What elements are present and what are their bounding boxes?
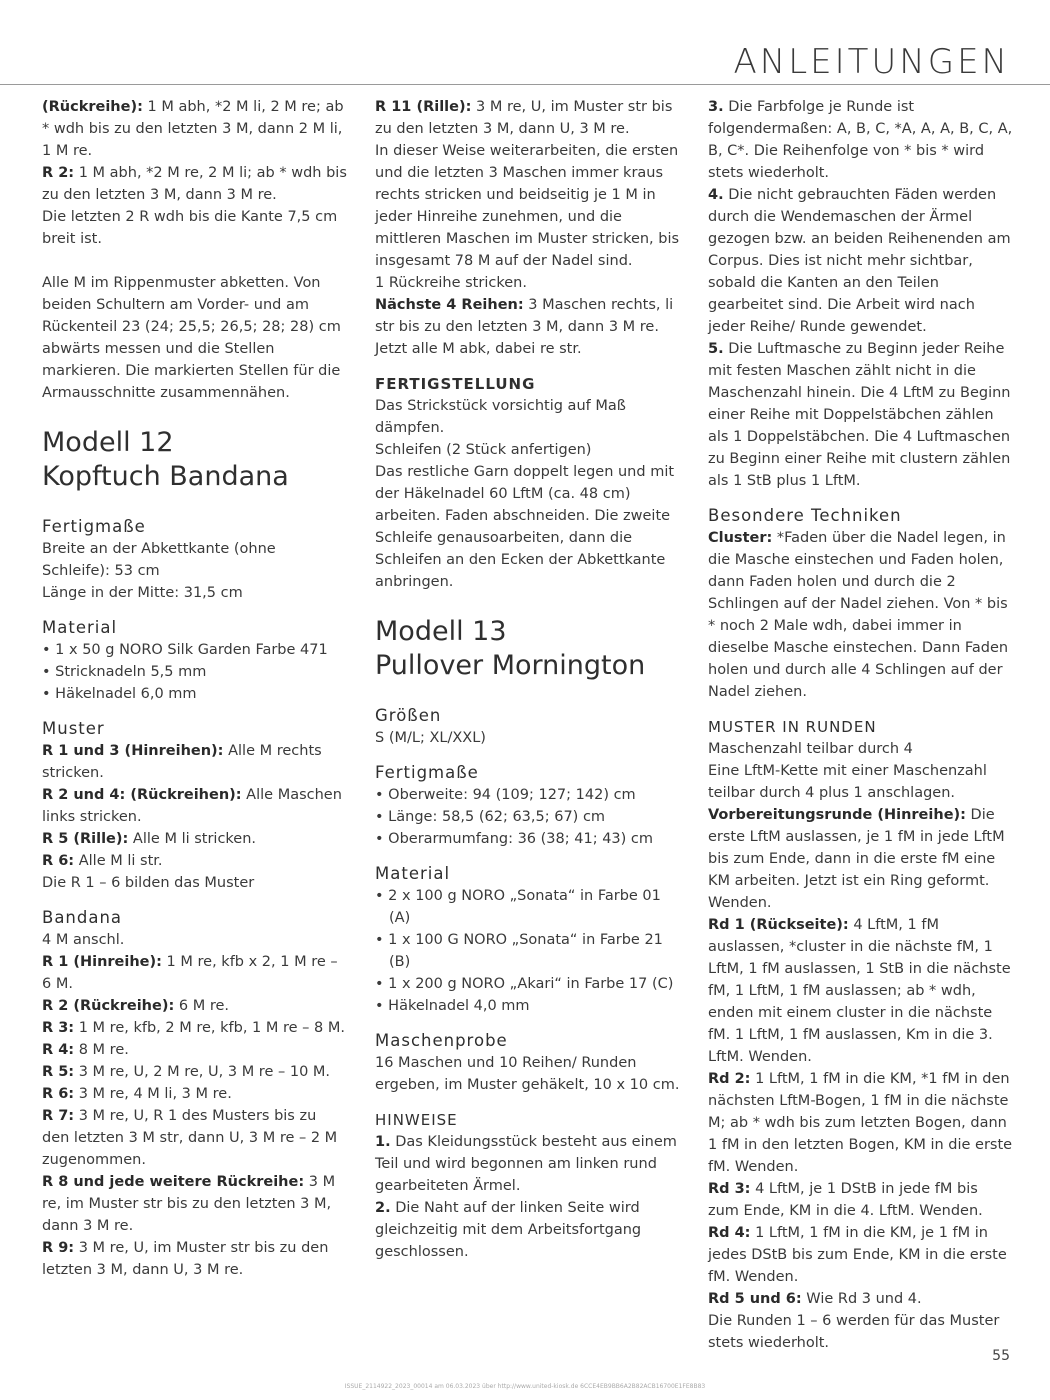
paragraph: Die R 1 – 6 bilden das Muster bbox=[42, 875, 255, 891]
paragraph bbox=[375, 96, 680, 140]
row-text: 1 LftM, 1 fM in die KM, je 1 fM in jedes DStB bis zum Ende, KM in die erste fM. Wenden. bbox=[708, 1225, 1007, 1285]
row-label: Nächste 4 Reihen: bbox=[375, 297, 524, 313]
list-item: • Häkelnadel 4,0 mm bbox=[375, 995, 680, 1017]
row-label: R 3: bbox=[42, 1020, 75, 1036]
row-text: Alle M li stricken. bbox=[128, 831, 257, 847]
paragraph bbox=[42, 1061, 347, 1083]
paragraph bbox=[375, 1131, 680, 1197]
paragraph: Schleifen (2 Stück anfertigen) bbox=[375, 442, 592, 458]
paragraph: Das Strickstück vorsichtig auf Maß dämpfen. bbox=[375, 398, 626, 436]
row-text: 3 M re, U, R 1 des Musters bis zu den letzten 3 M str, dann U, 3 M re – 2 M zugenommen. bbox=[42, 1108, 338, 1168]
paragraph: Das restliche Garn doppelt legen und mit der Häkelnadel 60 LftM (ca. 48 cm) arbeiten. Faden abschneiden. Die zweite Schleife genausoarbeiten, dann die Schleifen an den Ecken der Abkettkante anbringen. bbox=[375, 464, 675, 590]
material-list bbox=[42, 639, 347, 705]
row-label: R 6: bbox=[42, 853, 75, 869]
section-heading: Muster bbox=[42, 719, 105, 738]
row-label: R 5 (Rille): bbox=[42, 831, 129, 847]
model-number: Modell 12 bbox=[42, 427, 174, 458]
paragraph bbox=[42, 784, 347, 828]
row-text: Die erste LftM auslassen, je 1 fM in jede LftM bis zum Ende, dann in die erste fM eine KM arbeiten. Jetzt ist ein Ring geformt. Wenden. bbox=[708, 807, 1005, 911]
paragraph bbox=[708, 1222, 1013, 1288]
paragraph bbox=[42, 995, 347, 1017]
note-number: 5. bbox=[708, 341, 724, 357]
row-label: R 1 und 3 (Hinreihen): bbox=[42, 743, 224, 759]
row-label: R 8 und jede weitere Rückreihe: bbox=[42, 1174, 305, 1190]
section-heading: Größen bbox=[375, 706, 442, 725]
paragraph bbox=[708, 96, 1013, 184]
section-heading: Fertigmaße bbox=[375, 763, 479, 782]
paragraph bbox=[375, 294, 680, 338]
paragraph: Jetzt alle M abk, dabei re str. bbox=[375, 341, 582, 357]
model-number: Modell 13 bbox=[375, 616, 507, 647]
section-heading: Material bbox=[375, 864, 451, 883]
row-text: 3 Maschen rechts, li str bis zu den letzten 3 M, dann 3 M re. bbox=[375, 297, 674, 335]
note-number: 4. bbox=[708, 187, 724, 203]
list-item: • Oberarmumfang: 36 (38; 41; 43) cm bbox=[375, 828, 680, 850]
row-text: Wie Rd 3 und 4. bbox=[801, 1291, 922, 1307]
row-text: 4 LftM, 1 fM auslassen, *cluster in die nächste fM, 1 LftM, 1 fM auslassen, 1 StB in die nächste fM, 1 LftM, 1 fM auslassen; ab * wdh, enden mit einem cluster in die nächste fM. 1 LftM, 1 fM auslassen, Km in die 3. LftM. Wenden. bbox=[708, 917, 1011, 1065]
paragraph bbox=[42, 1105, 347, 1171]
section-heading: Besondere Techniken bbox=[708, 506, 902, 525]
section-heading: Bandana bbox=[42, 908, 123, 927]
paragraph: In dieser Weise weiterarbeiten, die ersten und die letzten 3 Maschen immer kraus rechts stricken und beidseitig je 1 M in jeder Hinreihe zunehmen, und die mittleren Maschen im Muster stricken, bis insgesamt 78 M auf der Nadel sind. bbox=[375, 143, 680, 269]
row-text: 1 M re, kfb, 2 M re, kfb, 1 M re – 8 M. bbox=[74, 1020, 345, 1036]
footer-stamp: ISSUE_2114922_2023_00014 am 06.03.2023 über http://www.united-kiosk.de 6CCE4EB9BB6A2B82ACB16700E1FE8B83 bbox=[344, 1383, 706, 1390]
note-number: 1. bbox=[375, 1134, 391, 1150]
paragraph bbox=[42, 828, 347, 850]
row-text: 3 M re, U, im Muster str bis zu den letzten 3 M, dann U, 3 M re. bbox=[375, 99, 673, 137]
row-text: 1 M re, kfb x 2, 1 M re – 6 M. bbox=[42, 954, 338, 992]
list-item: • Stricknadeln 5,5 mm bbox=[42, 661, 347, 683]
material-list bbox=[375, 885, 680, 1017]
paragraph bbox=[42, 162, 347, 206]
section-heading: Fertigmaße bbox=[42, 517, 146, 536]
paragraph bbox=[42, 740, 347, 784]
note-text: Die nicht gebrauchten Fäden werden durch die Wendemaschen der Ärmel gezogen bzw. an beiden Reihenenden am Corpus. Dies ist nicht mehr sichtbar, sobald die Kanten an den Teilen gearbeitet sind. Die Arbeit wird nach jeder Reihe/ Runde gewendet. bbox=[708, 187, 1011, 335]
column-left bbox=[42, 96, 347, 1281]
row-label: R 5: bbox=[42, 1064, 75, 1080]
section-heading: HINWEISE bbox=[375, 1111, 458, 1129]
row-label: R 2: bbox=[42, 165, 75, 181]
row-label: R 7: bbox=[42, 1108, 75, 1124]
paragraph bbox=[708, 1178, 1013, 1222]
paragraph bbox=[708, 914, 1013, 1068]
note-text: Das Kleidungsstück besteht aus einem Teil und wird begonnen am linken rund gearbeiteten Ärmel. bbox=[375, 1134, 677, 1194]
list-item: • Häkelnadel 6,0 mm bbox=[42, 683, 347, 705]
model-name: Pullover Mornington bbox=[375, 650, 646, 681]
paragraph bbox=[708, 1068, 1013, 1178]
paragraph bbox=[708, 184, 1013, 338]
paragraph: Länge in der Mitte: 31,5 cm bbox=[42, 585, 243, 601]
paragraph bbox=[708, 338, 1013, 492]
paragraph bbox=[708, 804, 1013, 914]
paragraph: Maschenzahl teilbar durch 4 bbox=[708, 741, 913, 757]
list-item: • 1 x 100 G NORO „Sonata“ in Farbe 21 (B) bbox=[375, 929, 680, 973]
paragraph bbox=[42, 1017, 347, 1039]
note-number: 3. bbox=[708, 99, 724, 115]
paragraph: S (M/L; XL/XXL) bbox=[375, 730, 486, 746]
list-item: • 2 x 100 g NORO „Sonata“ in Farbe 01 (A) bbox=[375, 885, 680, 929]
row-text: 6 M re. bbox=[174, 998, 229, 1014]
model-13-title bbox=[375, 615, 680, 683]
paragraph bbox=[42, 1083, 347, 1105]
list-item: • Oberweite: 94 (109; 127; 142) cm bbox=[375, 784, 680, 806]
row-label: Rd 1 (Rückseite): bbox=[708, 917, 849, 933]
paragraph bbox=[375, 1197, 680, 1263]
paragraph: 16 Maschen und 10 Reihen/ Runden ergeben, im Muster gehäkelt, 10 x 10 cm. bbox=[375, 1055, 680, 1093]
paragraph: Eine LftM-Kette mit einer Maschenzahl teilbar durch 4 plus 1 anschlagen. bbox=[708, 763, 987, 801]
model-12-title bbox=[42, 426, 347, 494]
row-text: Alle Maschen links stricken. bbox=[42, 787, 342, 825]
row-text: 1 LftM, 1 fM in die KM, *1 fM in den nächsten LftM-Bogen, 1 fM in die nächste M; ab * wdh bis zum letzten Bogen, dann 1 fM in den letzten Bogen, KM in die erste fM. Wenden. bbox=[708, 1071, 1013, 1175]
row-label: Rd 4: bbox=[708, 1225, 751, 1241]
row-text: 8 M re. bbox=[74, 1042, 129, 1058]
row-text: 1 M abh, *2 M re, 2 M li; ab * wdh bis zu den letzten 3 M, dann 3 M re. bbox=[42, 165, 347, 203]
column-middle bbox=[375, 96, 680, 1263]
paragraph bbox=[708, 1288, 1013, 1310]
paragraph bbox=[42, 951, 347, 995]
row-label: R 1 (Hinreihe): bbox=[42, 954, 162, 970]
model-name: Kopftuch Bandana bbox=[42, 461, 289, 492]
row-label: R 11 (Rille): bbox=[375, 99, 472, 115]
row-label: (Rückreihe): bbox=[42, 99, 143, 115]
row-label: R 9: bbox=[42, 1240, 75, 1256]
row-label: R 4: bbox=[42, 1042, 75, 1058]
row-text: Alle M li str. bbox=[74, 853, 163, 869]
paragraph: 4 M anschl. bbox=[42, 932, 125, 948]
row-label: Rd 5 und 6: bbox=[708, 1291, 802, 1307]
section-heading: Material bbox=[42, 618, 118, 637]
section-heading: MUSTER IN RUNDEN bbox=[708, 718, 877, 736]
paragraph: 1 Rückreihe stricken. bbox=[375, 275, 527, 291]
paragraph bbox=[42, 1171, 347, 1237]
row-text: 3 M re, 4 M li, 3 M re. bbox=[74, 1086, 232, 1102]
row-label: Cluster: bbox=[708, 530, 773, 546]
row-text: 3 M re, im Muster str bis zu den letzten 3 M, dann 3 M re. bbox=[42, 1174, 336, 1234]
header-divider bbox=[0, 84, 1050, 85]
row-label: Vorbereitungsrunde (Hinreihe): bbox=[708, 807, 966, 823]
paragraph bbox=[42, 850, 347, 872]
note-number: 2. bbox=[375, 1200, 391, 1216]
paragraph bbox=[42, 96, 347, 162]
row-label: Rd 3: bbox=[708, 1181, 751, 1197]
paragraph bbox=[42, 1039, 347, 1061]
row-label: Rd 2: bbox=[708, 1071, 751, 1087]
note-text: Die Farbfolge je Runde ist folgendermaßen: A, B, C, *A, A, A, B, C, A, B, C*. Die Reihenfolge von * bis * wird stets wiederholt. bbox=[708, 99, 1013, 181]
list-item: • 1 x 50 g NORO Silk Garden Farbe 471 bbox=[42, 639, 347, 661]
row-text: 1 M abh, *2 M li, 2 M re; ab * wdh bis zu den letzten 3 M, dann 2 M li, 1 M re. bbox=[42, 99, 344, 159]
row-label: R 2 und 4: (Rückreihen): bbox=[42, 787, 242, 803]
column-right bbox=[708, 96, 1013, 1354]
paragraph: Die letzten 2 R wdh bis die Kante 7,5 cm breit ist. bbox=[42, 209, 338, 247]
row-label: R 6: bbox=[42, 1086, 75, 1102]
section-heading: Maschenprobe bbox=[375, 1031, 508, 1050]
page-number: 55 bbox=[992, 1348, 1010, 1364]
note-text: Die Luftmasche zu Beginn jeder Reihe mit festen Maschen zählt nicht in die Maschenzahl hinein. Die 4 LftM zu Beginn einer Reihe mit Doppelstäbchen zählen als 1 Doppelstäbchen. Die 4 Luftmaschen zu Beginn einer Reihe mit clustern zählen als 1 StB plus 1 LftM. bbox=[708, 341, 1011, 489]
measurement-list bbox=[375, 784, 680, 850]
paragraph bbox=[42, 1237, 347, 1281]
section-heading: FERTIGSTELLUNG bbox=[375, 375, 536, 393]
paragraph: Alle M im Rippenmuster abketten. Von beiden Schultern am Vorder- und am Rückenteil 23 (24; 25,5; 26,5; 28; 28) cm abwärts messen und die Stellen markieren. Die markierten Stellen für die Armausschnitte zusammennähen. bbox=[42, 275, 341, 401]
row-text: 3 M re, U, im Muster str bis zu den letzten 3 M, dann U, 3 M re. bbox=[42, 1240, 329, 1278]
row-text: 3 M re, U, 2 M re, U, 3 M re – 10 M. bbox=[74, 1064, 331, 1080]
page-header-title: ANLEITUNGEN bbox=[733, 42, 1010, 82]
row-text: *Faden über die Nadel legen, in die Masche einstechen und Faden holen, dann Faden holen und durch die 2 Schlingen auf der Nadel ziehen. Von * bis * noch 2 Male wdh, dabei immer in dieselbe Masche einstechen. Dann Faden holen und durch alle 4 Schlingen auf der Nadel ziehen. bbox=[708, 530, 1009, 700]
list-item: • 1 x 200 g NORO „Akari“ in Farbe 17 (C) bbox=[375, 973, 680, 995]
row-text: 4 LftM, je 1 DStB in jede fM bis zum Ende, KM in die 4. LftM. Wenden. bbox=[708, 1181, 983, 1219]
paragraph: Die Runden 1 – 6 werden für das Muster stets wiederholt. bbox=[708, 1313, 1000, 1351]
list-item: • Länge: 58,5 (62; 63,5; 67) cm bbox=[375, 806, 680, 828]
row-label: R 2 (Rückreihe): bbox=[42, 998, 175, 1014]
note-text: Die Naht auf der linken Seite wird gleichzeitig mit dem Arbeitsfortgang geschlossen. bbox=[375, 1200, 642, 1260]
paragraph bbox=[708, 527, 1013, 703]
paragraph: Breite an der Abkettkante (ohne Schleife): 53 cm bbox=[42, 541, 276, 579]
row-text: Alle M rechts stricken. bbox=[42, 743, 322, 781]
